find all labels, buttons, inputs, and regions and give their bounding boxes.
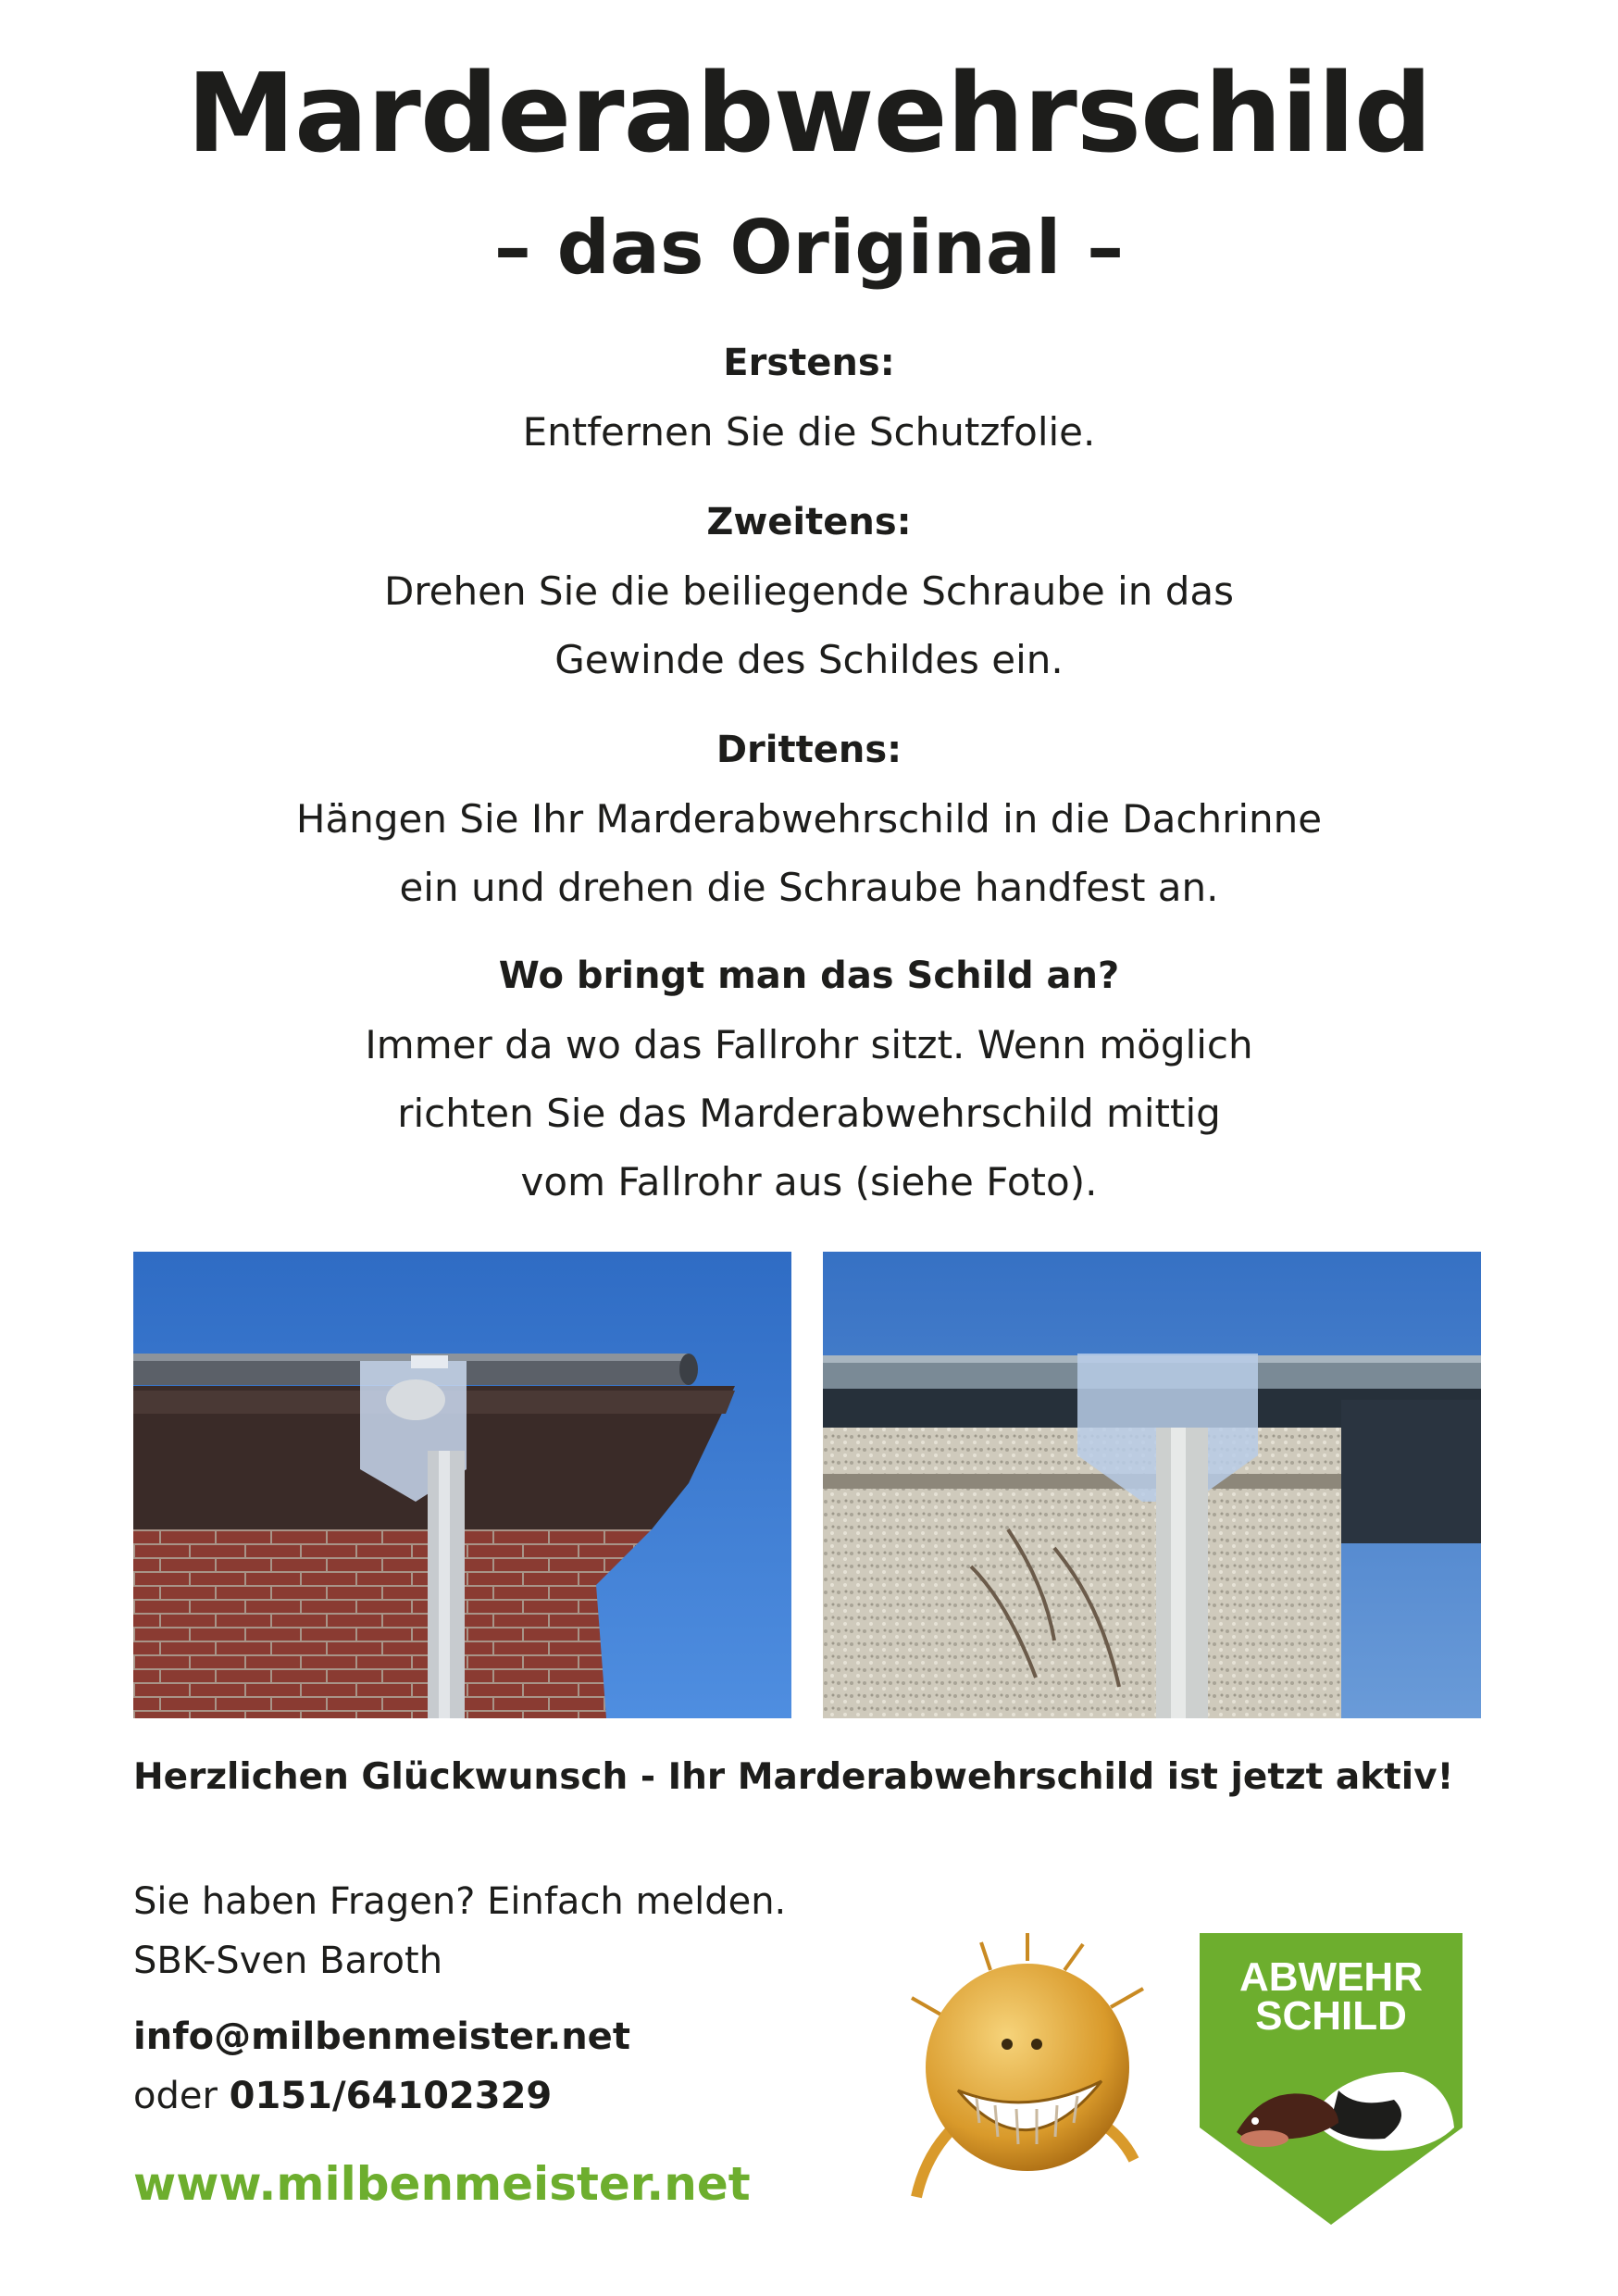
step-2-heading: Zweitens: xyxy=(706,501,912,543)
step-3-text-line-1: Hängen Sie Ihr Marderabwehrschild in die Dachrinne xyxy=(295,796,1323,842)
contact-name: SBK-Sven Baroth xyxy=(133,1940,443,1982)
page-subtitle: – das Original – xyxy=(493,205,1125,291)
answer-line-3: vom Fallrohr aus (siehe Foto). xyxy=(520,1159,1098,1204)
logo-line-2: SCHILD xyxy=(1255,1993,1407,2039)
contact-phone[interactable]: 0151/64102329 xyxy=(229,2075,553,2117)
abwehrschild-logo xyxy=(1200,1933,1462,2229)
step-1-heading: Erstens: xyxy=(723,342,895,384)
mite-mascot xyxy=(889,1933,1166,2211)
logo-line-1: ABWEHR xyxy=(1239,1954,1423,2000)
phone-prefix: oder xyxy=(133,2075,230,2117)
page-title: Marderabwehrschild xyxy=(186,49,1432,177)
step-3-heading: Drittens: xyxy=(716,729,902,771)
congratulations-message: Herzlichen Glückwunsch - Ihr Marderabwehrschild ist jetzt aktiv! xyxy=(133,1756,1454,1798)
contact-question: Sie haben Fragen? Einfach melden. xyxy=(133,1880,787,1923)
website-link[interactable]: www.milbenmeister.net xyxy=(133,2157,751,2211)
contact-email[interactable]: info@milbenmeister.net xyxy=(133,2015,630,2058)
step-2-text-line-1: Drehen Sie die beiliegende Schraube in das xyxy=(383,568,1235,614)
step-3-text-line-2: ein und drehen die Schraube handfest an. xyxy=(399,865,1219,910)
step-2-text-line-2: Gewinde des Schildes ein. xyxy=(554,637,1064,682)
step-1-text: Entfernen Sie die Schutzfolie. xyxy=(522,409,1096,455)
photo-gutter-brick-wall xyxy=(133,1252,791,1718)
question-heading: Wo bringt man das Schild an? xyxy=(498,955,1120,997)
answer-line-1: Immer da wo das Fallrohr sitzt. Wenn möglich xyxy=(365,1022,1253,1067)
contact-phone-line xyxy=(133,2068,552,2124)
answer-line-2: richten Sie das Marderabwehrschild mittig xyxy=(397,1091,1221,1136)
photo-gutter-stucco-wall xyxy=(823,1252,1481,1718)
